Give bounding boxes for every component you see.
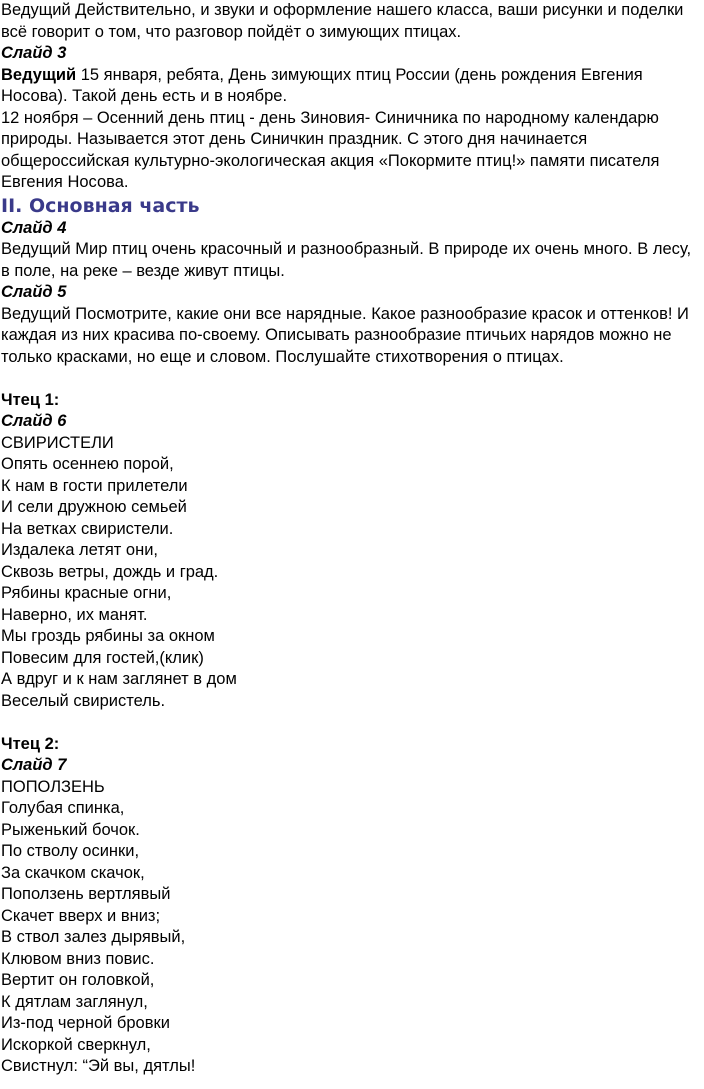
poem-line: Из-под черной бровки bbox=[1, 1014, 170, 1032]
spacer bbox=[1, 712, 701, 734]
poem-line: Искоркой сверкнул, bbox=[1, 1035, 151, 1054]
poem-line: А вдруг и к нам заглянет в дом bbox=[1, 670, 237, 688]
poem-1 bbox=[1, 454, 701, 712]
poem-2-title: ПОПОЛЗЕНЬ bbox=[1, 777, 105, 796]
poem-line: Клювом вниз повис. bbox=[1, 949, 155, 968]
reader-2-label: Чтец 2: bbox=[1, 734, 60, 753]
slide-5-title: Слайд 5 bbox=[1, 283, 67, 301]
poem-line: По стволу осинки, bbox=[1, 842, 140, 860]
poem-line: Веселый свиристель. bbox=[1, 691, 166, 710]
poem-line: Свистнул: “Эй вы, дятлы! bbox=[1, 1057, 196, 1075]
poem-1-title: СВИРИСТЕЛИ bbox=[1, 433, 114, 452]
poem-2 bbox=[1, 798, 701, 1078]
document-body bbox=[1, 0, 701, 1078]
slide-6-title: Слайд 6 bbox=[1, 412, 67, 430]
intro-paragraph: Ведущий Действительно, и звуки и оформление нашего класса, ваши рисунки и поделки всё говорит о том, что разговор пойдёт о зимующих птицах. bbox=[1, 1, 684, 41]
poem-line: Вертит он головкой, bbox=[1, 971, 155, 989]
poem-line: Рябины красные огни, bbox=[1, 584, 172, 602]
poem-line: Опять осеннею порой, bbox=[1, 455, 174, 473]
poem-line: На ветках свиристели. bbox=[1, 519, 174, 538]
reader-1-label: Чтец 1: bbox=[1, 390, 60, 409]
speaker-label: Ведущий bbox=[1, 65, 77, 84]
poem-line: К дятлам заглянул, bbox=[1, 992, 148, 1011]
poem-line: В ствол залез дырявый, bbox=[1, 928, 186, 946]
slide-7-title: Слайд 7 bbox=[1, 756, 67, 774]
poem-line: Наверно, их манят. bbox=[1, 605, 148, 624]
spacer bbox=[1, 368, 701, 390]
poem-line: Повесим для гостей,(клик) bbox=[1, 648, 204, 667]
slide-3-paragraph bbox=[1, 65, 701, 108]
poem-line: Сквозь ветры, дождь и град. bbox=[1, 562, 219, 581]
poem-line: И сели дружною семьей bbox=[1, 498, 187, 516]
slide-5-paragraph: Ведущий Посмотрите, какие они все нарядные. Какое разнообразие красок и оттенков! И каждая из них красива по-своему. Описывать разнообразие птичьих нарядов можно не только красками, но еще и словом. Послушайте стихотворения о птицах. bbox=[1, 304, 689, 366]
poem-line: Поползень вертлявый bbox=[1, 885, 171, 903]
slide-3-title: Слайд 3 bbox=[1, 44, 67, 62]
section-heading: II. Основная часть bbox=[1, 194, 200, 217]
poem-line: Мы гроздь рябины за окном bbox=[1, 627, 215, 645]
poem-line: Голубая спинка, bbox=[1, 799, 125, 817]
slide-3-text: 15 января, ребята, День зимующих птиц России (день рождения Евгения Носова). Такой день есть и в ноябре. bbox=[1, 65, 643, 105]
slide-4-paragraph: Ведущий Мир птиц очень красочный и разнообразный. В природе их очень много. В лесу, в поле, на реке – везде живут птицы. bbox=[1, 240, 692, 280]
poem-line: К нам в гости прилетели bbox=[1, 476, 188, 495]
poem-line: За скачком скачок, bbox=[1, 863, 145, 882]
poem-line: Издалека летят они, bbox=[1, 541, 158, 559]
poem-line: Рыженький бочок. bbox=[1, 820, 140, 839]
poem-line: Скачет вверх и вниз; bbox=[1, 906, 161, 925]
slide-3-paragraph-2: 12 ноября – Осенний день птиц - день Зиновия- Синичника по народному календарю природы. Называется этот день Синичкин праздник. С этого дня начинается общероссийская культурно-экологическая акция «Покормите птиц!» памяти писателя Евгения Носова. bbox=[1, 108, 660, 191]
slide-4-title: Слайд 4 bbox=[1, 218, 67, 237]
